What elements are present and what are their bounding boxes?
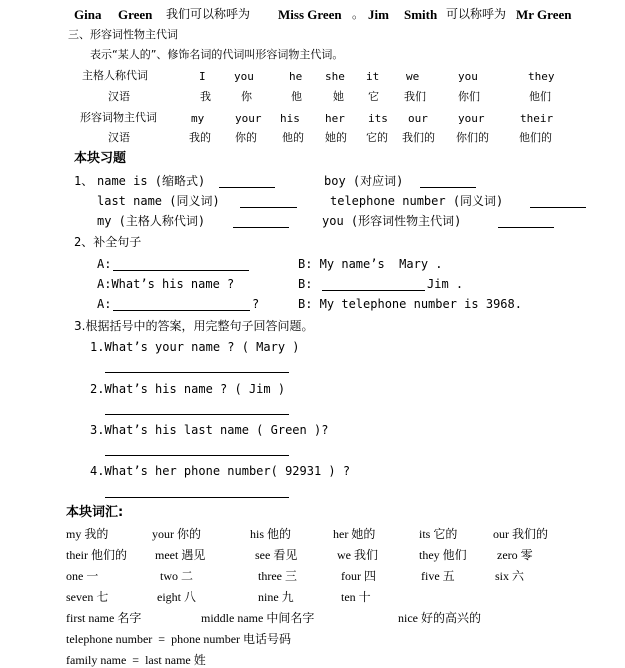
cell: 我们 bbox=[404, 90, 426, 103]
q2-b2-tail: Jim . bbox=[427, 277, 464, 291]
intro-mrgreen: Mr Green bbox=[516, 7, 572, 22]
vocab-item: his 他的 bbox=[250, 527, 292, 541]
section3-desc: 表示“某人的”、修饰名词的代词叫形容词物主代词。 bbox=[90, 48, 344, 61]
vocab-item: nine 九 bbox=[258, 590, 294, 604]
vocab-item: two 二 bbox=[160, 569, 194, 583]
intro-green: Green bbox=[118, 7, 153, 22]
cell: his bbox=[280, 112, 300, 125]
vocab-item: eight 八 bbox=[157, 590, 196, 604]
cell: 我们的 bbox=[402, 131, 435, 144]
cell: 他们的 bbox=[519, 131, 552, 144]
row-label-subject: 主格人称代词 bbox=[82, 69, 148, 82]
q1-e: my (主格人称代词) bbox=[97, 214, 206, 228]
vocab-item: ten 十 bbox=[341, 590, 371, 604]
answer-line[interactable] bbox=[530, 207, 586, 208]
q3-item-3: 3.What’s his last name ( Green )? bbox=[90, 423, 329, 437]
cell: 他的 bbox=[282, 131, 304, 144]
cell: you bbox=[458, 70, 478, 83]
q2-b2: B: bbox=[298, 277, 313, 291]
answer-line[interactable] bbox=[498, 227, 554, 228]
answer-line[interactable] bbox=[233, 227, 289, 228]
cell: our bbox=[408, 112, 428, 125]
vocab-item: zero 零 bbox=[497, 548, 533, 562]
cell: I bbox=[199, 70, 206, 83]
cell: 你的 bbox=[235, 131, 257, 144]
vocab-item: its 它的 bbox=[419, 527, 458, 541]
vocab-item: our 我们的 bbox=[493, 527, 548, 541]
vocab-item: three 三 bbox=[258, 569, 297, 583]
vocab-item: family name = last name 姓 bbox=[66, 653, 206, 667]
q2-a1: A: bbox=[97, 257, 112, 271]
q1-d: telephone number (同义词) bbox=[330, 194, 504, 208]
vocab-item: telephone number = phone number 电话号码 bbox=[66, 632, 292, 646]
cell: it bbox=[366, 70, 380, 83]
cell: you bbox=[234, 70, 254, 83]
cell: 你们 bbox=[458, 90, 480, 103]
answer-line[interactable] bbox=[240, 207, 297, 208]
row-label-possessive: 形容词物主代词 bbox=[80, 111, 157, 124]
cell: 你们的 bbox=[456, 131, 489, 144]
answer-line[interactable] bbox=[219, 187, 275, 188]
q2-a2: A:What’s his name ? bbox=[97, 277, 235, 291]
answer-line[interactable] bbox=[113, 310, 250, 311]
cell: your bbox=[458, 112, 485, 125]
cell: she bbox=[325, 70, 345, 83]
answer-line[interactable] bbox=[420, 187, 476, 188]
q2-a3: A: bbox=[97, 297, 112, 311]
vocab-item: nice 好的高兴的 bbox=[398, 611, 481, 625]
vocab-title: 本块词汇: bbox=[66, 505, 124, 520]
vocab-item: six 六 bbox=[495, 569, 525, 583]
intro-smith: Smith bbox=[404, 7, 438, 22]
row-label-chinese: 汉语 bbox=[108, 90, 130, 103]
section3-title: 三、形容词性物主代词 bbox=[68, 28, 178, 41]
vocab-item: they 他们 bbox=[419, 548, 467, 562]
vocab-item: their 他们的 bbox=[66, 548, 127, 562]
q3-item-1: 1.What’s your name ? ( Mary ) bbox=[90, 340, 300, 354]
vocab-item: her 她的 bbox=[333, 527, 376, 541]
cell: 她 bbox=[333, 90, 344, 103]
cell: 我 bbox=[200, 90, 211, 103]
vocab-item: seven 七 bbox=[66, 590, 109, 604]
intro-call1: 我们可以称呼为 bbox=[166, 7, 251, 21]
cell: her bbox=[325, 112, 345, 125]
intro-jim: Jim bbox=[368, 7, 389, 22]
cell: we bbox=[406, 70, 420, 83]
cell: its bbox=[368, 112, 388, 125]
cell: he bbox=[289, 70, 303, 83]
q1-a: name is (缩略式) bbox=[97, 174, 206, 188]
vocab-item: first name 名字 bbox=[66, 611, 142, 625]
q2-a3-tail: ? bbox=[252, 297, 260, 311]
q2-b1: B: My name’s Mary . bbox=[298, 257, 443, 271]
row-label-chinese-2: 汉语 bbox=[108, 131, 130, 144]
intro-missgreen: Miss Green bbox=[278, 7, 342, 22]
vocab-item: five 五 bbox=[421, 569, 455, 583]
q1-c: last name (同义词) bbox=[97, 194, 220, 208]
q1-f: you (形容词性物主代词) bbox=[322, 214, 462, 228]
vocab-item: see 看见 bbox=[255, 548, 298, 562]
cell: their bbox=[520, 112, 554, 125]
cell: my bbox=[191, 112, 205, 125]
cell: 我的 bbox=[189, 131, 211, 144]
cell: 你 bbox=[241, 90, 252, 103]
q3-title: 3.根据括号中的答案，用完整句子回答问题。 bbox=[74, 319, 314, 333]
cell: 他们 bbox=[529, 90, 551, 103]
q2-title: 2、补全句子 bbox=[74, 235, 142, 249]
exercise-title: 本块习题 bbox=[74, 151, 127, 166]
vocab-item: your 你的 bbox=[152, 527, 201, 541]
answer-line[interactable] bbox=[105, 455, 289, 456]
cell: 她的 bbox=[325, 131, 347, 144]
q1-b: boy (对应词) bbox=[324, 174, 404, 188]
answer-line[interactable] bbox=[113, 270, 249, 271]
q2-b3: B: My telephone number is 3968. bbox=[298, 297, 522, 311]
cell: 它的 bbox=[366, 131, 388, 144]
vocab-item: we 我们 bbox=[337, 548, 378, 562]
vocab-item: middle name 中间名字 bbox=[201, 611, 315, 625]
q3-item-2: 2.What’s his name ? ( Jim ) bbox=[90, 382, 286, 396]
cell: they bbox=[528, 70, 555, 83]
cell: 他 bbox=[291, 90, 302, 103]
answer-line[interactable] bbox=[105, 372, 289, 373]
answer-line[interactable] bbox=[105, 414, 289, 415]
cell: your bbox=[235, 112, 262, 125]
q3-item-4: 4.What’s her phone number( 92931 ) ? bbox=[90, 464, 351, 478]
intro-call2: 可以称呼为 bbox=[446, 7, 507, 21]
answer-line[interactable] bbox=[105, 497, 289, 498]
vocab-item: meet 遇见 bbox=[155, 548, 206, 562]
q1-label: 1、 bbox=[74, 174, 94, 188]
intro-gina: Gina bbox=[74, 7, 102, 22]
intro-dot: 。 bbox=[352, 7, 365, 21]
vocab-item: my 我的 bbox=[66, 527, 109, 541]
cell: 它 bbox=[368, 90, 379, 103]
vocab-item: four 四 bbox=[341, 569, 376, 583]
vocab-item: one 一 bbox=[66, 569, 99, 583]
answer-line[interactable] bbox=[322, 290, 425, 291]
